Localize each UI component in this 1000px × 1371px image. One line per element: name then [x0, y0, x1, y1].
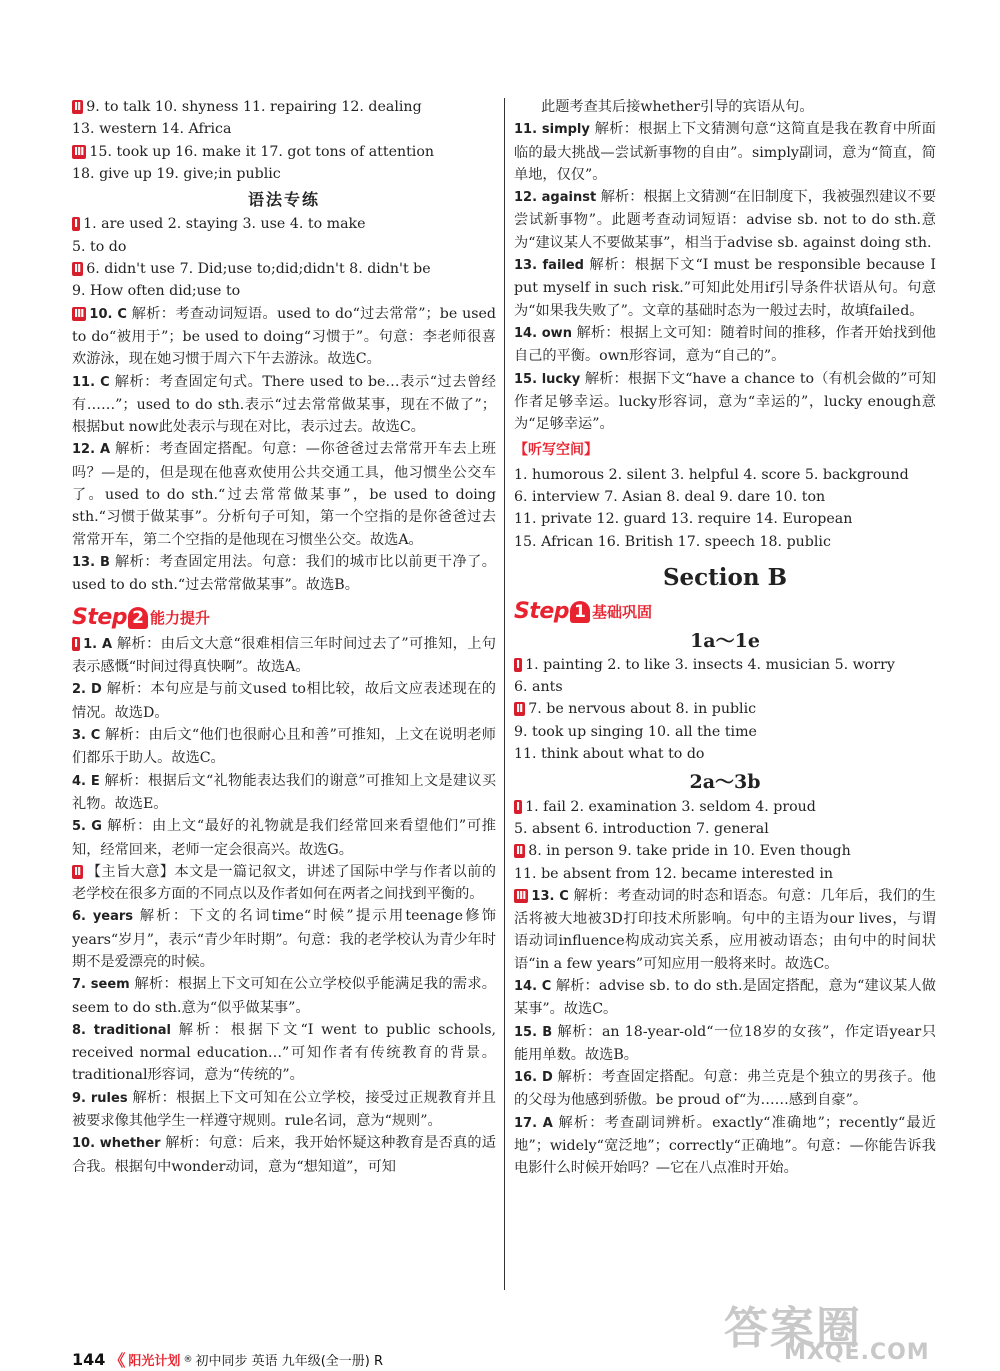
- item-number: 2.: [72, 682, 91, 698]
- page-number: 144: [72, 1350, 106, 1369]
- step-2-header: [72, 604, 496, 630]
- item-answer: C: [117, 306, 132, 322]
- step-label: 基础巩固: [592, 603, 653, 622]
- answer-text: 1. are used 2. staying 3. use 4. to make: [83, 216, 366, 233]
- continued-explanation: 此题考查其后接whether引导的宾语从句。: [541, 99, 814, 115]
- item-number: 10.: [72, 1136, 100, 1152]
- item-answer: own: [541, 325, 577, 341]
- answer-line: [514, 654, 936, 676]
- answer-text: 6. interview 7. Asian 8. deal 9. dare 10. ton: [514, 489, 826, 506]
- item-explanation: 解析：考查固定句式。There used to be…表示“过去曾经有……”；used to do sth.表示“过去常常做某事，现在不做了”；根据but now此处表示与现在对比，表示过去。故选C。: [72, 373, 496, 436]
- cloze-answers: [72, 905, 496, 1178]
- roman-numeral-badge: Ⅲ: [74, 144, 85, 158]
- item-answer: A: [542, 1115, 559, 1131]
- answer-item: [72, 678, 496, 724]
- answer-line: [514, 840, 936, 862]
- item-number: 1.: [83, 636, 102, 652]
- page-footer: [72, 1348, 383, 1371]
- left-vocab-answers: [72, 96, 496, 185]
- roman-numeral-badge: Ⅲ: [516, 888, 527, 902]
- item-explanation: 解析：由后文“他们也很耐心且和善”可推知，上文在说明老师们都乐于助人。故选C。: [72, 727, 496, 767]
- item-explanation: 解析：根据上文猜测“在旧制度下，我被强烈建议不要尝试新事物”。此题考查动词短语：advise sb. not to do sth.意为“建议某人不要做某事”，相当于advise sb. against doing sth.: [514, 189, 937, 251]
- item-number: 13.: [531, 888, 560, 904]
- answer-line: [72, 118, 496, 140]
- answer-item: [72, 1087, 496, 1133]
- item-answer: C: [90, 728, 106, 744]
- double-chevron-icon: 《: [109, 1351, 126, 1370]
- answer-line: [72, 213, 496, 235]
- item-answer: D: [541, 1070, 558, 1086]
- item-answer: against: [541, 190, 601, 206]
- item-number: 13.: [72, 554, 101, 570]
- answer-text: 9. took up singing 10. all the time: [514, 723, 757, 740]
- item-explanation: 解析：根据下文“I went to public schools, received normal education…”可知作者有传统教育的背景。traditional形容词，意为“传统的”。: [72, 1021, 496, 1084]
- answer-line: [72, 96, 496, 118]
- answer-item: [72, 973, 496, 1019]
- answer-item: [72, 724, 496, 770]
- item-explanation: 解析：由后文大意“很难相信三年时间过去了”可推知，上句表示感慨“时间过得真快啊”。故选A。: [72, 635, 496, 676]
- answer-item: [514, 1112, 936, 1180]
- answer-item: [514, 368, 936, 436]
- answer-line: [514, 676, 936, 698]
- roman-numeral-badge: Ⅰ: [516, 657, 521, 671]
- answer-text: 18. give up 19. give;in public: [72, 165, 281, 182]
- item-explanation: 解析：考查动词的时态和语态。句意：几年后，我们的生活将被大地被3D打印技术所影响。句中的主语为our lives，与谓语动词influence构成动宾关系，应用被动语态；由句中的时间状语“in a few years”可知应用一般将来时。故选C。: [514, 887, 936, 972]
- answer-item: [514, 1066, 936, 1112]
- step-1-header: [514, 601, 936, 623]
- item-explanation: 解析：根据下文“have a chance to（有机会做的”可知作者足够幸运。lucky形容词，意为“幸运的”，lucky enough意为“足够幸运”。: [514, 370, 937, 433]
- answer-item: [72, 438, 496, 550]
- item-explanation: 解析：由上文“最好的礼物就是我们经常回来看望他们”可推知，经常回来，老师一定会很高兴。故选G。: [72, 818, 496, 858]
- answer-text: 6. didn't use 7. Did;use to;did;didn't 8. didn't be: [86, 261, 431, 278]
- item-answer: traditional: [93, 1022, 179, 1038]
- step-number-badge: 2: [128, 607, 148, 629]
- answer-line: [514, 796, 936, 818]
- item-explanation: 解析：根据上下文可知在公立学校似乎能满足我的需求。seem to do sth.意为“似乎做某事”。: [72, 976, 496, 1016]
- answer-item: [72, 1132, 496, 1178]
- right-column: [514, 96, 936, 1180]
- answer-item: [514, 254, 936, 322]
- left-column: [72, 96, 496, 1178]
- answer-item: [72, 303, 496, 371]
- dictation-answers: [514, 464, 936, 553]
- item-number: 14.: [514, 325, 542, 341]
- item-answer: years: [92, 909, 140, 925]
- item-answer: failed: [542, 258, 590, 274]
- item-answer: B: [100, 554, 115, 570]
- answer-line: [514, 721, 936, 743]
- roman-numeral-badge: Ⅱ: [74, 864, 82, 878]
- roman-numeral-badge: Ⅱ: [74, 262, 82, 276]
- watermark-text: 答案圈: [724, 1303, 862, 1354]
- answer-item: [514, 1021, 936, 1067]
- grammar-short-answers: [72, 213, 496, 302]
- cloze-answers-continued: [514, 118, 936, 435]
- item-explanation: 解析：考查固定搭配。句意：—你爸爸过去常常开车去上班吗？—是的，但是现在他喜欢使用公共交通工具，他习惯坐公交车了。used to do sth.“过去常常做某事”，be used to doing sth.“习惯于做某事”。分析句子可知，第一个空指的是你爸爸过去常常开车，第二个空指的是他现在习惯坐公交。故选A。: [72, 441, 496, 548]
- answer-text: 9. How often did;use to: [72, 283, 241, 300]
- subsection-2-answers: [514, 796, 936, 885]
- item-number: 15.: [514, 1024, 543, 1040]
- step2-answers: [72, 633, 496, 861]
- answer-text: 11. private 12. guard 13. require 14. European: [514, 511, 853, 528]
- answer-item: [72, 1019, 496, 1087]
- roman-numeral-badge: Ⅱ: [516, 702, 524, 716]
- answer-text: 5. absent 6. introduction 7. general: [514, 820, 769, 837]
- answer-text: 9. to talk 10. shyness 11. repairing 12. dealing: [86, 99, 422, 115]
- answer-item: [514, 118, 936, 186]
- answer-line: [72, 280, 496, 302]
- item-number: 9.: [72, 1090, 91, 1106]
- roman-numeral-badge: Ⅰ: [74, 636, 79, 650]
- item-explanation: 解析：根据下文“I must be responsible because I put myself in such risk.”可知此处用if引导条件状语从句。句意为“如果我失败了”。文章的基础时态为一般过去时，故填failed。: [514, 257, 937, 319]
- item-answer: lucky: [541, 371, 585, 387]
- grammar-practice-title: 语法专练: [247, 190, 320, 210]
- answer-line: [514, 863, 936, 885]
- dictation-space-title: 【听写空间】: [514, 442, 598, 459]
- item-explanation: 解析：advise sb. to do sth.是固定搭配，意为“建议某人做某事”。故选C。: [514, 977, 936, 1018]
- item-number: 3.: [72, 728, 91, 744]
- answer-item: [72, 815, 496, 861]
- answer-text: 11. be absent from 12. became interested in: [514, 865, 834, 882]
- answer-line: [72, 258, 496, 280]
- item-answer: C: [559, 888, 574, 904]
- item-number: 15.: [514, 371, 542, 387]
- summary-text: 【主旨大意】本文是一篇记叙文，讲述了国际中学与作者以前的老学校在很多方面的不同点以及作者如何在两者之间找到平衡的。: [72, 863, 496, 903]
- watermark: [724, 1292, 964, 1364]
- answer-text: 7. be nervous about 8. in public: [528, 701, 757, 718]
- answer-line: [514, 508, 936, 530]
- step-word: Step: [72, 604, 128, 630]
- item-explanation: 解析：根据后文“礼物能表达我们的谢意”可推知上文是建议买礼物。故选E。: [72, 772, 497, 812]
- answer-item: [72, 633, 496, 679]
- item-number: 10.: [89, 306, 118, 322]
- item-answer: E: [90, 773, 105, 789]
- answer-item: [72, 371, 496, 439]
- item-answer: C: [100, 374, 115, 390]
- item-explanation: 解析：考查副词辨析。exactly“准确地”；recently“最近地”；widely“宽泛地”；correctly“正确地”。句意：—你能告诉我电影什么时候开始吗？—它在八点准时开始。: [514, 1114, 936, 1177]
- roman-numeral-badge: Ⅱ: [516, 844, 524, 858]
- item-number: 5.: [72, 819, 92, 835]
- item-answer: seem: [90, 977, 135, 993]
- roman-numeral-badge: Ⅰ: [74, 217, 79, 231]
- item-number: 8.: [72, 1022, 94, 1038]
- item-answer: A: [101, 636, 117, 652]
- item-number: 11.: [72, 374, 101, 390]
- grammar-explained-answers: [72, 303, 496, 597]
- subsection-2a-3b: 2a～3b: [689, 771, 761, 794]
- item-number: 12.: [72, 442, 101, 458]
- item-answer: G: [91, 819, 108, 835]
- item-explanation: 解析：考查固定用法。句意：我们的城市比以前更干净了。used to do sth.“过去常常做某事”。故选B。: [72, 553, 496, 594]
- subsection-2-explained-answers: [514, 885, 936, 1180]
- item-answer: whether: [99, 1136, 166, 1152]
- item-answer: D: [90, 682, 107, 698]
- main-idea-summary: [72, 861, 496, 906]
- answer-item: [514, 975, 936, 1021]
- answer-item: [72, 551, 496, 597]
- item-answer: rules: [90, 1090, 133, 1106]
- item-explanation: 解析：根据上文可知：随着时间的推移，作者开始找到他自己的平衡。own形容词，意为“自己的”。: [514, 324, 936, 365]
- item-explanation: 解析：本句应是与前文used to相比较，故后文应表述现在的情况。故选D。: [72, 681, 496, 721]
- item-number: 6.: [72, 909, 93, 925]
- answer-text: 13. western 14. Africa: [72, 121, 232, 138]
- answer-text: 1. painting 2. to like 3. insects 4. musician 5. worry: [525, 656, 895, 673]
- answer-item: [72, 770, 496, 816]
- item-explanation: 解析：根据上下文猜测句意“这简直是我在教育中所面临的最大挑战—尝试新事物的自由”。simply副词，意为“简直，简单地，仅仅”。: [514, 121, 936, 183]
- item-answer: A: [100, 442, 116, 458]
- column-divider: [504, 98, 505, 1290]
- answer-line: [514, 464, 936, 486]
- item-explanation: 解析：考查固定搭配。句意：弗兰克是个独立的男孩子。他的父母为他感到骄傲。be proud of“为……感到自豪”。: [514, 1069, 936, 1109]
- item-answer: B: [542, 1024, 558, 1040]
- item-number: 16.: [514, 1070, 542, 1086]
- brand-name: 阳光计划: [128, 1354, 181, 1369]
- answer-item: [514, 885, 936, 975]
- item-number: 11.: [514, 122, 542, 138]
- item-number: 12.: [514, 190, 542, 206]
- section-b-title: Section B: [662, 563, 788, 591]
- item-explanation: 解析：an 18-year-old“一位18岁的女孩”，作定语year只能用单数。故选B。: [514, 1023, 937, 1063]
- answer-text: 1. humorous 2. silent 3. helpful 4. score 5. background: [514, 466, 909, 483]
- answer-line: [514, 531, 936, 553]
- book-title: 初中同步 英语 九年级(全一册) R: [195, 1354, 384, 1369]
- watermark-url: MXQE.COM: [784, 1340, 930, 1365]
- answer-line: [514, 818, 936, 840]
- item-explanation: 解析：根据上下文可知在公立学校，接受过正规教育并且被要求像其他学生一样遵守规则。rule名词，意为“规则”。: [72, 1089, 496, 1130]
- answer-text: 11. think about what to do: [514, 746, 705, 763]
- item-number: 4.: [72, 773, 91, 789]
- roman-numeral-badge: Ⅱ: [74, 100, 82, 113]
- answer-text: 6. ants: [514, 679, 563, 696]
- answer-line: [514, 698, 936, 720]
- answer-text: 15. African 16. British 17. speech 18. public: [514, 533, 831, 550]
- step-word: Step: [514, 599, 570, 625]
- answer-line: [72, 163, 496, 185]
- roman-numeral-badge: Ⅲ: [74, 306, 85, 320]
- answer-line: [72, 236, 496, 258]
- item-number: 7.: [72, 977, 91, 993]
- registered-mark: ®: [183, 1354, 193, 1365]
- step-number-badge: 1: [570, 601, 590, 623]
- item-explanation: 解析：下文的名词time“时候”提示用teenage修饰years“岁月”，表示“青少年时期”。句意：我的老学校认为青少年时期不是爱漂亮的时候。: [72, 908, 496, 970]
- answer-line: [514, 743, 936, 765]
- answer-text: 1. fail 2. examination 3. seldom 4. proud: [525, 798, 816, 815]
- item-answer: C: [541, 978, 556, 994]
- answer-text: 15. took up 16. make it 17. got tons of attention: [89, 143, 435, 160]
- answer-text: 8. in person 9. take pride in 10. Even though: [528, 843, 851, 860]
- item-number: 13.: [514, 258, 543, 274]
- subsection-1a-1e: 1a～1e: [690, 629, 760, 652]
- item-answer: simply: [541, 122, 595, 138]
- answer-line: [514, 486, 936, 508]
- answer-text: 5. to do: [72, 238, 127, 255]
- roman-numeral-badge: Ⅰ: [516, 799, 521, 813]
- answer-item: [514, 322, 936, 368]
- subsection-1-answers: [514, 654, 936, 765]
- item-number: 14.: [514, 978, 542, 994]
- item-number: 17.: [514, 1115, 543, 1131]
- item-explanation: 解析：句意：后来，我开始怀疑这种教育是否真的适合我。根据句中wonder动词，意为“想知道”，可知: [72, 1135, 496, 1175]
- answer-item: [72, 905, 496, 973]
- step-label: 能力提升: [150, 608, 211, 627]
- answer-line: [72, 141, 496, 163]
- item-explanation: 解析：考查动词短语。used to do“过去常常”；be used to do“被用于”；be used to doing“习惯于”。句意：李老师很喜欢游泳，现在她习惯于周六下午去游泳。故选C。: [72, 305, 496, 368]
- answer-item: [514, 186, 936, 254]
